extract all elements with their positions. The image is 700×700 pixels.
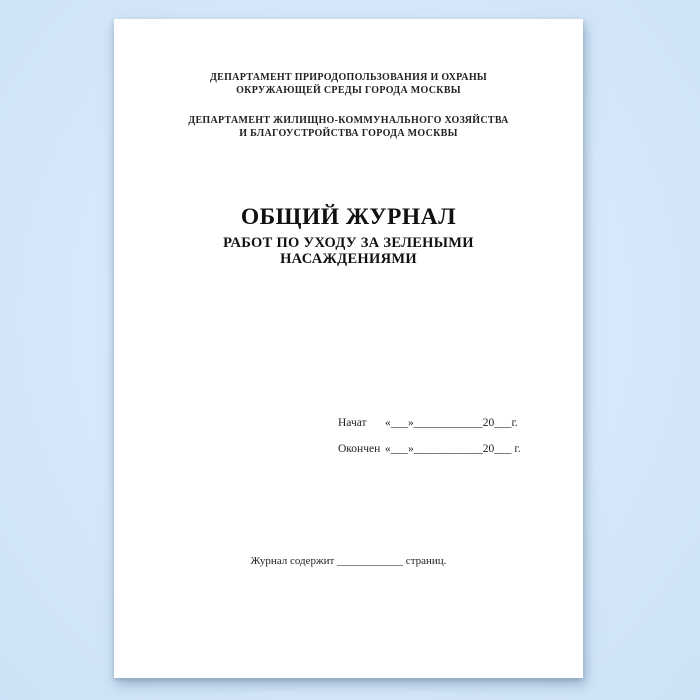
date-finished-label: Окончен [338,443,381,455]
journal-cover-page [114,19,583,678]
date-started-label: Начат [338,417,367,429]
date-finished-blank: «___»____________20___ г. [385,443,521,455]
department-name-housing [114,114,583,140]
journal-title [114,204,583,267]
pages-count-line: Журнал содержит ____________ страниц. [250,555,447,567]
journal-title-sub-2: НАСАЖДЕНИЯМИ [280,251,417,267]
date-started-blank: «___»____________20___г. [385,417,518,429]
org2-line2: И БЛАГОУСТРОЙСТВА ГОРОДА МОСКВЫ [239,128,458,139]
dates-block [338,410,521,462]
org1-line1: ДЕПАРТАМЕНТ ПРИРОДОПОЛЬЗОВАНИЯ И ОХРАНЫ [209,72,488,83]
date-started-row [338,410,521,436]
department-name-ecology [114,71,583,97]
journal-title-main: ОБЩИЙ ЖУРНАЛ [240,204,457,230]
journal-title-sub-1: РАБОТ ПО УХОДУ ЗА ЗЕЛЕНЫМИ [223,235,474,251]
date-finished-row [338,436,521,462]
org2-line1: ДЕПАРТАМЕНТ ЖИЛИЩНО-КОММУНАЛЬНОГО ХОЗЯЙСТВА [188,115,509,126]
org1-line2: ОКРУЖАЮЩЕЙ СРЕДЫ ГОРОДА МОСКВЫ [236,85,461,96]
